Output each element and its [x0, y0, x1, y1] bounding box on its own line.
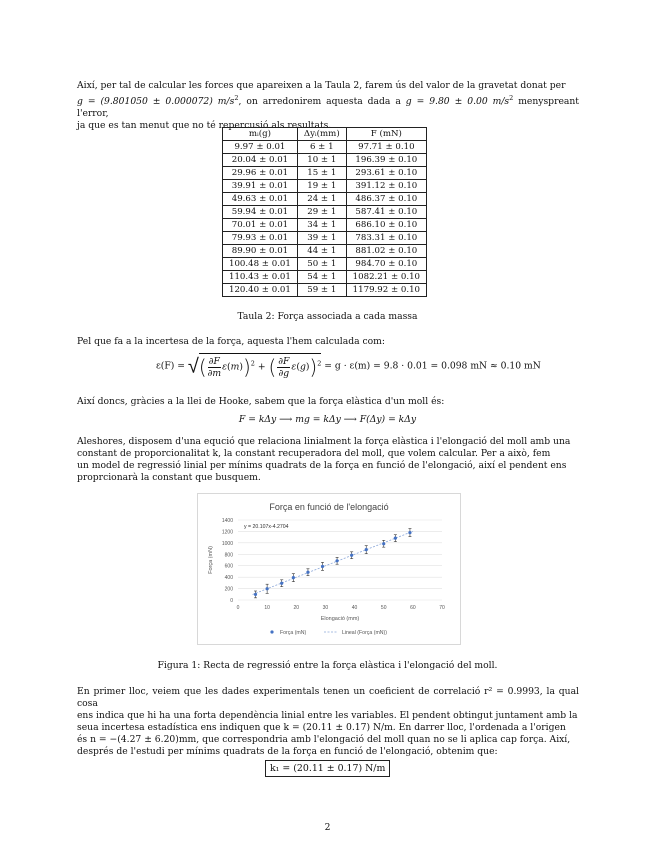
data-point	[335, 559, 338, 562]
sqrt-expression: ( $\frac{\partial F}{\partial m}$ ε(m))$^2$ + ( $\frac{\partial F}{\partial g}$ ε(g))$^2$	[198, 355, 322, 379]
chart-title: Força en funció de l'elongació	[269, 502, 389, 512]
table-cell: 50 ± 1	[297, 258, 346, 271]
regression-line-1: Aleshores, disposem d'una equció que relaciona linialment la força elàstica i l'elongació del moll amb una	[77, 436, 571, 447]
uncertainty-equation: ε(F) = √( $\frac{\partial F}{\partial m}$ ε(m))$^2$ + ( $\frac{\partial F}{\partial g}$ ε(g))$^2$ = g · ε(m) = 9.8 · 0.01 = 0.098 mN ≈ 0.10 mN	[156, 353, 541, 379]
data-point	[266, 587, 269, 590]
regression-line-3: un model de regressió linial per mínims quadrats de la força en funció de l'elongació, així el pendent ens	[77, 460, 567, 471]
data-point	[382, 542, 385, 545]
trendline	[253, 531, 413, 594]
conclusion-line-4: és n = −(4.27 ± 6.20)mm, que correspondria amb l'elongació del moll quan no se li aplica cap força. Així,	[77, 734, 571, 745]
table-cell: 9.97 ± 0.01	[223, 141, 298, 154]
col-header-elongation: Δyᵢ(mm)	[297, 128, 346, 141]
table-cell: 19 ± 1	[297, 180, 346, 193]
intro-text-3: menyspreant l'error,	[77, 96, 579, 120]
table-cell: 391.12 ± 0.10	[346, 180, 426, 193]
table-cell: 24 ± 1	[297, 193, 346, 206]
uncertainty-text: Pel que fa a la incertesa de la força, aquesta l'hem calculada com:	[77, 336, 385, 347]
table-row	[223, 193, 427, 206]
conclusion-paragraph	[77, 686, 579, 758]
table-cell: 20.04 ± 0.01	[223, 154, 298, 167]
table-cell: 70.01 ± 0.01	[223, 219, 298, 232]
table-row	[223, 167, 427, 180]
hooke-text: Així doncs, gràcies a la llei de Hooke, sabem que la força elàstica d'un moll és:	[77, 396, 445, 407]
data-point	[280, 582, 283, 585]
table-cell: 39 ± 1	[297, 232, 346, 245]
y-tick-label: 200	[224, 586, 233, 593]
eq-rhs: = g · ε(m) = 9.8 · 0.01 = 0.098 mN ≈ 0.10 mN	[324, 360, 541, 372]
table-cell: 34 ± 1	[297, 219, 346, 232]
regression-intro	[77, 436, 579, 484]
legend-marker-points	[270, 630, 273, 633]
data-point	[306, 571, 309, 574]
table-row	[223, 180, 427, 193]
data-point	[408, 531, 411, 534]
result-box: k₁ = (20.11 ± 0.17) N/m	[265, 760, 390, 777]
conclusion-line-1: En primer lloc, veiem que les dades experimentals tenen un coeficient de correlació r² = 0.9993, la qual cosa	[77, 686, 579, 709]
data-point	[350, 554, 353, 557]
table-cell: 587.41 ± 0.10	[346, 206, 426, 219]
table-caption: Taula 2: Força associada a cada massa	[237, 311, 418, 322]
x-tick-label: 60	[410, 605, 416, 611]
y-tick-label: 1000	[221, 540, 233, 547]
table-cell: 1179.92 ± 0.10	[346, 284, 426, 297]
table-cell: 100.48 ± 0.01	[223, 258, 298, 271]
table-row	[223, 219, 427, 232]
x-tick-label: 50	[380, 605, 387, 611]
x-axis-label: Elongació (mm)	[320, 616, 360, 622]
table-header-row	[223, 128, 427, 141]
table-cell: 984.70 ± 0.10	[346, 258, 426, 271]
table-cell: 293.61 ± 0.10	[346, 167, 426, 180]
table-cell: 44 ± 1	[297, 245, 346, 258]
regression-line-4: proprcionarà la constant que busquem.	[77, 472, 261, 483]
table-row	[223, 271, 427, 284]
data-point	[394, 537, 397, 540]
page-number: 2	[324, 822, 331, 833]
x-tick-label: 0	[236, 605, 240, 611]
table-row	[223, 245, 427, 258]
table-cell: 39.91 ± 0.01	[223, 180, 298, 193]
intro-text-2: , on arredonirem aquesta dada a	[238, 96, 401, 108]
y-tick-label: 1400	[221, 518, 233, 524]
table-cell: 97.71 ± 0.10	[346, 141, 426, 154]
table-row	[223, 206, 427, 219]
x-tick-label: 20	[293, 605, 300, 611]
intro-text-1: Així, per tal de calcular les forces que apareixen a la Taula 2, farem ús del valor de la gravetat donat per	[77, 80, 566, 91]
table-cell: 783.31 ± 0.10	[346, 232, 426, 245]
force-table	[222, 127, 427, 297]
table-cell: 196.39 ± 0.10	[346, 154, 426, 167]
intro-text-4: ja que es tan menut que no té repercusió als resultats.	[77, 120, 332, 132]
table-cell: 120.40 ± 0.01	[223, 284, 298, 297]
figure-caption: Figura 1: Recta de regressió entre la força elàstica i l'elongació del moll.	[157, 660, 498, 671]
y-tick-label: 600	[224, 563, 233, 570]
conclusion-line-2: ens indica que hi ha una forta dependència linial entre les variables. El pendent obtingut juntament amb la	[77, 710, 578, 721]
table-cell: 29 ± 1	[297, 206, 346, 219]
y-tick-label: 0	[230, 598, 233, 604]
table-row	[223, 284, 427, 297]
table-cell: 15 ± 1	[297, 167, 346, 180]
y-tick-label: 800	[224, 552, 233, 559]
table-cell: 1082.21 ± 0.10	[346, 271, 426, 284]
table-row	[223, 154, 427, 167]
chart-svg	[198, 494, 460, 644]
table-cell: 10 ± 1	[297, 154, 346, 167]
table-cell: 6 ± 1	[297, 141, 346, 154]
conclusion-line-3: seua incertesa estadística ens indiquen que k = (20.11 ± 0.17) N/m. En darrer lloc, l'ordenada a l'origen	[77, 722, 566, 733]
y-tick-label: 400	[224, 575, 233, 582]
table-cell: 89.90 ± 0.01	[223, 245, 298, 258]
conclusion-line-5: després de l'estudi per mínims quadrats de la força en funció de l'elongació, obtenim que:	[77, 746, 498, 757]
legend-label-trend: Lineal (Força (mN))	[342, 630, 387, 636]
x-tick-label: 10	[264, 605, 270, 611]
table-cell: 79.93 ± 0.01	[223, 232, 298, 245]
regression-line-2: constant de proporcionalitat k, la constant recuperadora del moll, que volem calcular. Per a això, fem	[77, 448, 551, 459]
table-cell: 59 ± 1	[297, 284, 346, 297]
table-cell: 486.37 ± 0.10	[346, 193, 426, 206]
table-row	[223, 232, 427, 245]
data-point	[254, 593, 257, 596]
x-tick-label: 40	[351, 605, 358, 611]
legend-label-points: Força (mN)	[280, 630, 307, 636]
trendline-label: y = 20.107x-4.2704	[244, 524, 289, 530]
table-cell: 686.10 ± 0.10	[346, 219, 426, 232]
table-cell: 49.63 ± 0.01	[223, 193, 298, 206]
table-cell: 54 ± 1	[297, 271, 346, 284]
table-cell: 29.96 ± 0.01	[223, 167, 298, 180]
eq-lhs: ε(F) =	[156, 360, 185, 372]
y-axis-label: Força (mN)	[208, 546, 214, 574]
intro-paragraph: Així, per tal de calcular les forces que apareixen a la Taula 2, farem ús del valor de la gravetat donat per g = (9.801050 ± 0.000072) $m/s^2$, on arredonirem aquesta dada a g = 9.80 ± 0.00 $m/s^2$ menyspreant l'error, ja que es tan menut que no té repercusió als resultats.	[77, 80, 579, 132]
table-cell: 881.02 ± 0.10	[346, 245, 426, 258]
table-row	[223, 258, 427, 271]
data-point	[321, 565, 324, 568]
gravity-rounded: g = 9.80 ± 0.00 m/s	[405, 96, 510, 108]
x-tick-label: 70	[439, 605, 445, 611]
table-cell: 110.43 ± 0.01	[223, 271, 298, 284]
col-header-mass: mᵢ(g)	[223, 128, 298, 141]
table-row	[223, 141, 427, 154]
data-point	[365, 548, 368, 551]
x-tick-label: 30	[322, 605, 329, 611]
gravity-value: g = (9.801050 ± 0.000072) m/s	[77, 96, 235, 108]
y-tick-label: 1200	[221, 529, 233, 536]
table-cell: 59.94 ± 0.01	[223, 206, 298, 219]
regression-chart	[197, 493, 461, 645]
hooke-equation: F = kΔy ⟶ mg = kΔy ⟶ F(Δy) = kΔy	[238, 414, 417, 425]
data-point	[292, 576, 295, 579]
col-header-force: F (mN)	[346, 128, 426, 141]
